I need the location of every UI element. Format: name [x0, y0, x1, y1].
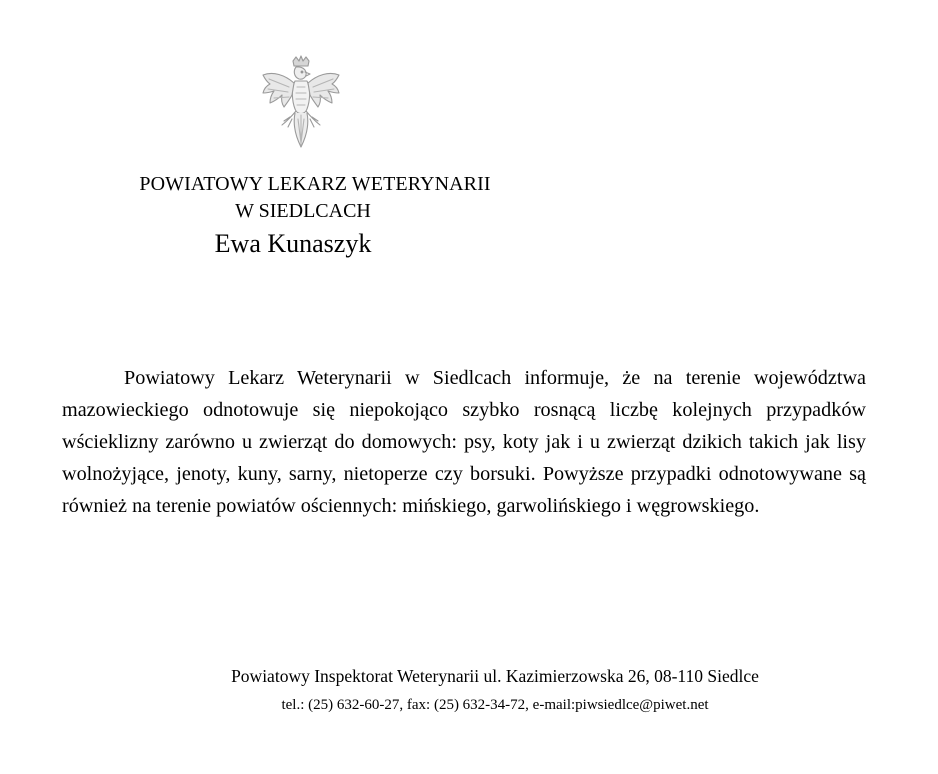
letterhead [60, 170, 570, 262]
announcement-paragraph: Powiatowy Lekarz Weterynarii w Siedlcach informuje, że na terenie województwa mazowieckiego odnotowuje się niepokojąco szybko rosnącą liczbę kolejnych przypadków wścieklizny zarówno u zwierząt do domowych: psy, koty jak i u zwierząt dzikich takich jak lisy wolnożyjące, jenoty, kuny, sarny, nietoperze czy borsuki. Powyższe przypadki odnotowywane są również na terenie powiatów ościennych: mińskiego, garwolińskiego i węgrowskiego. [62, 367, 866, 517]
footer-address: Powiatowy Inspektorat Weterynarii ul. Kazimierzowska 26, 08-110 Siedlce [231, 666, 759, 686]
office-location: W SIEDLCACH [235, 200, 371, 222]
official-name: Ewa Kunaszyk [214, 229, 372, 258]
footer-contact: tel.: (25) 632-60-27, fax: (25) 632-34-72, e-mail:piwsiedlce@piwet.net [281, 697, 709, 713]
polish-eagle-icon [255, 55, 347, 155]
office-title: POWIATOWY LEKARZ WETERYNARII [139, 173, 491, 195]
footer [60, 662, 930, 718]
